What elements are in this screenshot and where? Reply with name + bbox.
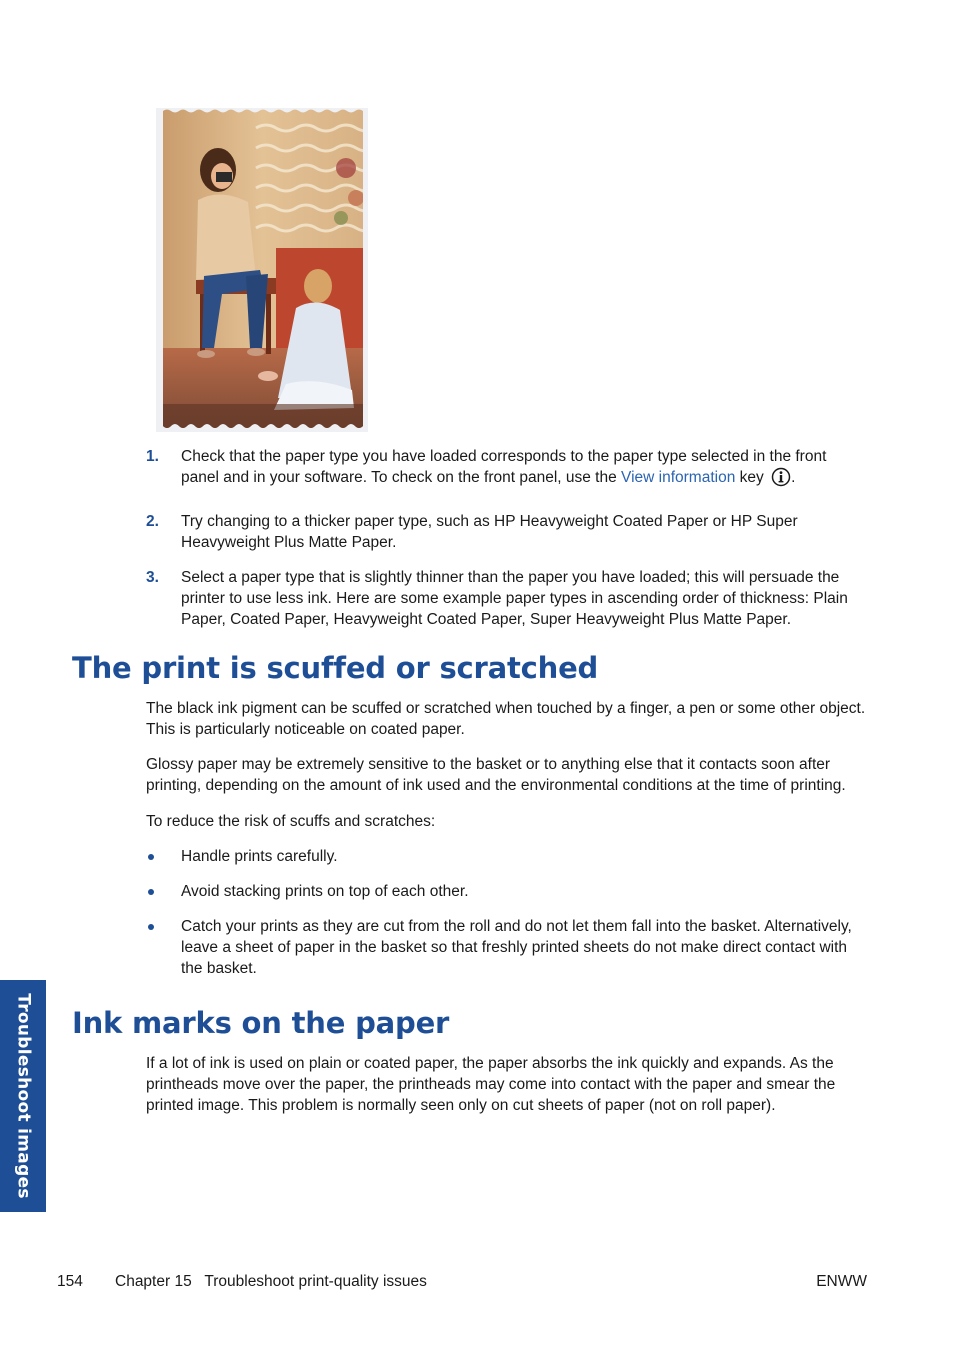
side-tab bbox=[0, 980, 46, 1212]
step-end: . bbox=[791, 469, 796, 486]
list-item bbox=[146, 881, 868, 902]
page-number: 154 bbox=[57, 1273, 83, 1290]
step-2 bbox=[146, 511, 866, 553]
chapter-title: Chapter 15 Troubleshoot print-quality issues bbox=[115, 1273, 427, 1290]
scuffed-intro: To reduce the risk of scuffs and scratches: bbox=[146, 813, 436, 830]
steps-list bbox=[146, 446, 866, 630]
step-text-cont: key bbox=[735, 469, 764, 486]
section-heading-scuffed: The print is scuffed or scratched bbox=[72, 651, 599, 685]
scuffed-paragraph-1: The black ink pigment can be scuffed or scratched when touched by a finger, a pen or some other object. This is particularly noticeable on coated paper. bbox=[146, 700, 866, 738]
side-tab-label: Troubleshoot images bbox=[13, 993, 34, 1199]
list-item bbox=[146, 846, 868, 867]
scuffed-bullet-list bbox=[146, 846, 868, 979]
page-footer bbox=[57, 1271, 867, 1292]
info-icon bbox=[771, 467, 791, 493]
cockled-print-photo bbox=[156, 108, 368, 432]
section-heading-ink-marks: Ink marks on the paper bbox=[72, 1006, 450, 1040]
step-number: 2. bbox=[146, 513, 159, 530]
step-text: Try changing to a thicker paper type, such as HP Heavyweight Coated Paper or HP Super Heavyweight Plus Matte Paper. bbox=[181, 513, 798, 551]
step-text: Check that the paper type you have loaded corresponds to the paper type selected in the front panel and in your software. To check on the front panel, use the bbox=[181, 448, 827, 486]
list-item bbox=[146, 916, 868, 979]
view-information-link[interactable]: View information bbox=[621, 469, 736, 486]
footer-right-label: ENWW bbox=[816, 1273, 867, 1290]
ink-marks-paragraph: If a lot of ink is used on plain or coated paper, the paper absorbs the ink quickly and expands. As the printheads move over the paper, the printheads may come into contact with the paper and smear the printed image. This problem is normally seen only on cut sheets of paper (not on roll paper). bbox=[146, 1055, 836, 1114]
bullet-icon bbox=[148, 889, 154, 895]
scuffed-paragraph-2: Glossy paper may be extremely sensitive to the basket or to anything else that it contacts soon after printing, depending on the amount of ink used and the environmental conditions at the time of printing. bbox=[146, 756, 846, 794]
step-number: 3. bbox=[146, 569, 159, 586]
bullet-icon bbox=[148, 854, 154, 860]
step-text: Select a paper type that is slightly thinner than the paper you have loaded; this will persuade the printer to use less ink. Here are some example paper types in ascending order of thickness: Plain Paper, Coated Paper, Heavyweight Coated Paper, Super Heavyweight Plus Matte Paper. bbox=[181, 569, 848, 628]
bullet-text: Handle prints carefully. bbox=[181, 848, 338, 865]
bullet-icon bbox=[148, 924, 154, 930]
bullet-text: Catch your prints as they are cut from the roll and do not let them fall into the basket. Alternatively, leave a sheet of paper in the basket so that freshly printed sheets do not make direct contact with the basket. bbox=[181, 918, 852, 977]
bullet-text: Avoid stacking prints on top of each other. bbox=[181, 883, 469, 900]
step-3 bbox=[146, 567, 866, 630]
step-1 bbox=[146, 446, 866, 493]
step-number: 1. bbox=[146, 448, 159, 465]
